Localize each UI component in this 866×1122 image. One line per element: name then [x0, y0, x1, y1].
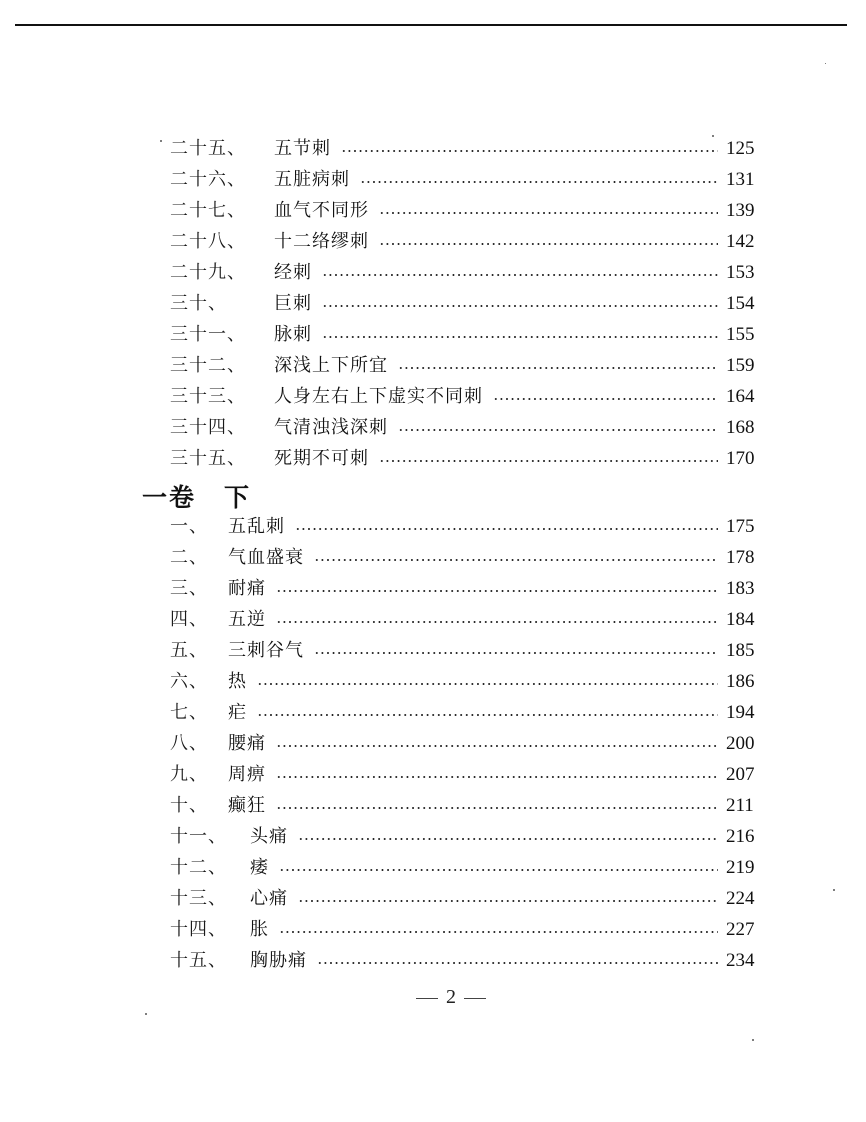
toc-entry[interactable]: [170, 288, 766, 319]
entry-title: 疟: [228, 701, 247, 723]
entry-title: 血气不同形: [274, 199, 369, 221]
entry-title: 巨刺: [274, 292, 312, 314]
dot-leader: [398, 367, 718, 369]
toc-entry[interactable]: [170, 697, 766, 728]
toc-entry[interactable]: [170, 635, 766, 666]
section-volume: 一卷: [142, 483, 197, 512]
entry-title: 五逆: [228, 608, 266, 630]
entry-title: 深浅上下所宜: [274, 354, 388, 376]
entry-number: 八、: [170, 732, 208, 754]
entry-title: 耐痛: [228, 577, 266, 599]
entry-number: 十三、: [170, 887, 227, 909]
entry-number: 三十三、: [170, 385, 246, 407]
toc-entry[interactable]: [170, 852, 766, 883]
section-part: 下: [224, 483, 252, 512]
entry-number: 二十九、: [170, 261, 246, 283]
entry-title: 五脏病刺: [274, 168, 350, 190]
entry-page: 227: [726, 918, 755, 940]
toc-entry[interactable]: [170, 226, 766, 257]
toc-entry[interactable]: [170, 604, 766, 635]
toc-entry[interactable]: [170, 759, 766, 790]
dot-leader: [257, 714, 718, 716]
scan-speck: [833, 889, 835, 891]
toc-entry[interactable]: [170, 821, 766, 852]
entry-page: 154: [726, 292, 755, 314]
dot-leader: [314, 652, 718, 654]
section-heading: [142, 478, 251, 514]
entry-title: 头痛: [250, 825, 288, 847]
dot-leader: [379, 243, 718, 245]
entry-page: 219: [726, 856, 755, 878]
page-number: 2: [446, 986, 456, 1008]
dot-leader: [279, 869, 718, 871]
entry-page: 200: [726, 732, 755, 754]
entry-number: 二十七、: [170, 199, 246, 221]
entry-number: 四、: [170, 608, 208, 630]
dot-leader: [298, 900, 718, 902]
entry-title: 经刺: [274, 261, 312, 283]
header-rule: [15, 24, 847, 26]
dot-leader: [322, 336, 718, 338]
dot-leader: [257, 683, 718, 685]
entry-number: 七、: [170, 701, 208, 723]
dot-leader: [379, 212, 718, 214]
entry-title: 死期不可刺: [274, 447, 369, 469]
dot-leader: [295, 528, 718, 530]
entry-number: 三十五、: [170, 447, 246, 469]
toc-entry[interactable]: [170, 945, 766, 976]
entry-title: 三刺谷气: [228, 639, 304, 661]
entry-number: 三十一、: [170, 323, 246, 345]
dot-leader: [298, 838, 718, 840]
entry-page: 234: [726, 949, 755, 971]
scan-speck: [160, 140, 162, 142]
toc-entry[interactable]: [170, 666, 766, 697]
entry-title: 癫狂: [228, 794, 266, 816]
toc-entry[interactable]: [170, 511, 766, 542]
entry-number: 九、: [170, 763, 208, 785]
dot-leader: [279, 931, 718, 933]
dot-leader: [276, 807, 718, 809]
entry-page: 207: [726, 763, 755, 785]
toc-entry[interactable]: [170, 133, 766, 164]
toc-entry[interactable]: [170, 319, 766, 350]
dot-leader: [276, 590, 718, 592]
dot-leader: [314, 559, 718, 561]
toc-entry[interactable]: [170, 381, 766, 412]
dot-leader: [398, 429, 718, 431]
entry-page: 131: [726, 168, 755, 190]
toc-entry[interactable]: [170, 573, 766, 604]
entry-title: 腰痛: [228, 732, 266, 754]
scan-speck: [752, 1039, 754, 1041]
entry-title: 十二络缪刺: [274, 230, 369, 252]
entry-title: 心痛: [250, 887, 288, 909]
entry-page: 153: [726, 261, 755, 283]
toc-entry[interactable]: [170, 914, 766, 945]
entry-number: 一、: [170, 515, 208, 537]
toc-entry[interactable]: [170, 195, 766, 226]
entry-page: 211: [726, 794, 754, 816]
toc-entry[interactable]: [170, 350, 766, 381]
page-number-footer: [408, 986, 494, 1009]
entry-title: 脉刺: [274, 323, 312, 345]
entry-page: 186: [726, 670, 755, 692]
entry-title: 胸胁痛: [250, 949, 307, 971]
entry-number: 十四、: [170, 918, 227, 940]
entry-title: 痿: [250, 856, 269, 878]
entry-page: 185: [726, 639, 755, 661]
entry-number: 二十五、: [170, 137, 246, 159]
entry-number: 十一、: [170, 825, 227, 847]
entry-number: 十、: [170, 794, 208, 816]
entry-page: 139: [726, 199, 755, 221]
entry-title: 五节刺: [274, 137, 331, 159]
entry-title: 胀: [250, 918, 269, 940]
entry-number: 六、: [170, 670, 208, 692]
entry-title: 五乱刺: [228, 515, 285, 537]
footer-dash-left: [416, 998, 438, 1000]
dot-leader: [322, 274, 718, 276]
entry-number: 三十四、: [170, 416, 246, 438]
entry-page: 164: [726, 385, 755, 407]
entry-number: 二十六、: [170, 168, 246, 190]
entry-page: 142: [726, 230, 755, 252]
entry-page: 175: [726, 515, 755, 537]
entry-page: 194: [726, 701, 755, 723]
entry-number: 五、: [170, 639, 208, 661]
entry-page: 125: [726, 137, 755, 159]
toc-entry[interactable]: [170, 883, 766, 914]
entry-page: 170: [726, 447, 755, 469]
entry-page: 216: [726, 825, 755, 847]
toc-entry[interactable]: [170, 728, 766, 759]
entry-number: 十二、: [170, 856, 227, 878]
dot-leader: [341, 150, 718, 152]
toc-entry[interactable]: [170, 542, 766, 573]
entry-page: 178: [726, 546, 755, 568]
toc-entry[interactable]: [170, 443, 766, 474]
dot-leader: [322, 305, 718, 307]
dot-leader: [276, 776, 718, 778]
entry-number: 三十二、: [170, 354, 246, 376]
entry-title: 热: [228, 670, 247, 692]
entry-page: 168: [726, 416, 755, 438]
scan-speck: [145, 1013, 147, 1015]
entry-number: 二十八、: [170, 230, 246, 252]
entry-number: 十五、: [170, 949, 227, 971]
entry-number: 二、: [170, 546, 208, 568]
entry-page: 159: [726, 354, 755, 376]
dot-leader: [493, 398, 718, 400]
dot-leader: [360, 181, 718, 183]
footer-dash-right: [464, 998, 486, 1000]
dot-leader: [276, 621, 718, 623]
toc-entry[interactable]: [170, 164, 766, 195]
dot-leader: [379, 460, 718, 462]
entry-page: 224: [726, 887, 755, 909]
toc-entry[interactable]: [170, 790, 766, 821]
entry-page: 155: [726, 323, 755, 345]
entry-title: 人身左右上下虚实不同刺: [274, 385, 483, 407]
entry-number: 三、: [170, 577, 208, 599]
scan-speck: [712, 135, 714, 137]
toc-entry[interactable]: [170, 412, 766, 443]
entry-page: 183: [726, 577, 755, 599]
dot-leader: [317, 962, 718, 964]
scan-speck: [825, 63, 826, 64]
entry-title: 气血盛衰: [228, 546, 304, 568]
entry-page: 184: [726, 608, 755, 630]
toc-entry[interactable]: [170, 257, 766, 288]
entry-title: 周痹: [228, 763, 266, 785]
dot-leader: [276, 745, 718, 747]
entry-number: 三十、: [170, 292, 227, 314]
entry-title: 气清浊浅深刺: [274, 416, 388, 438]
